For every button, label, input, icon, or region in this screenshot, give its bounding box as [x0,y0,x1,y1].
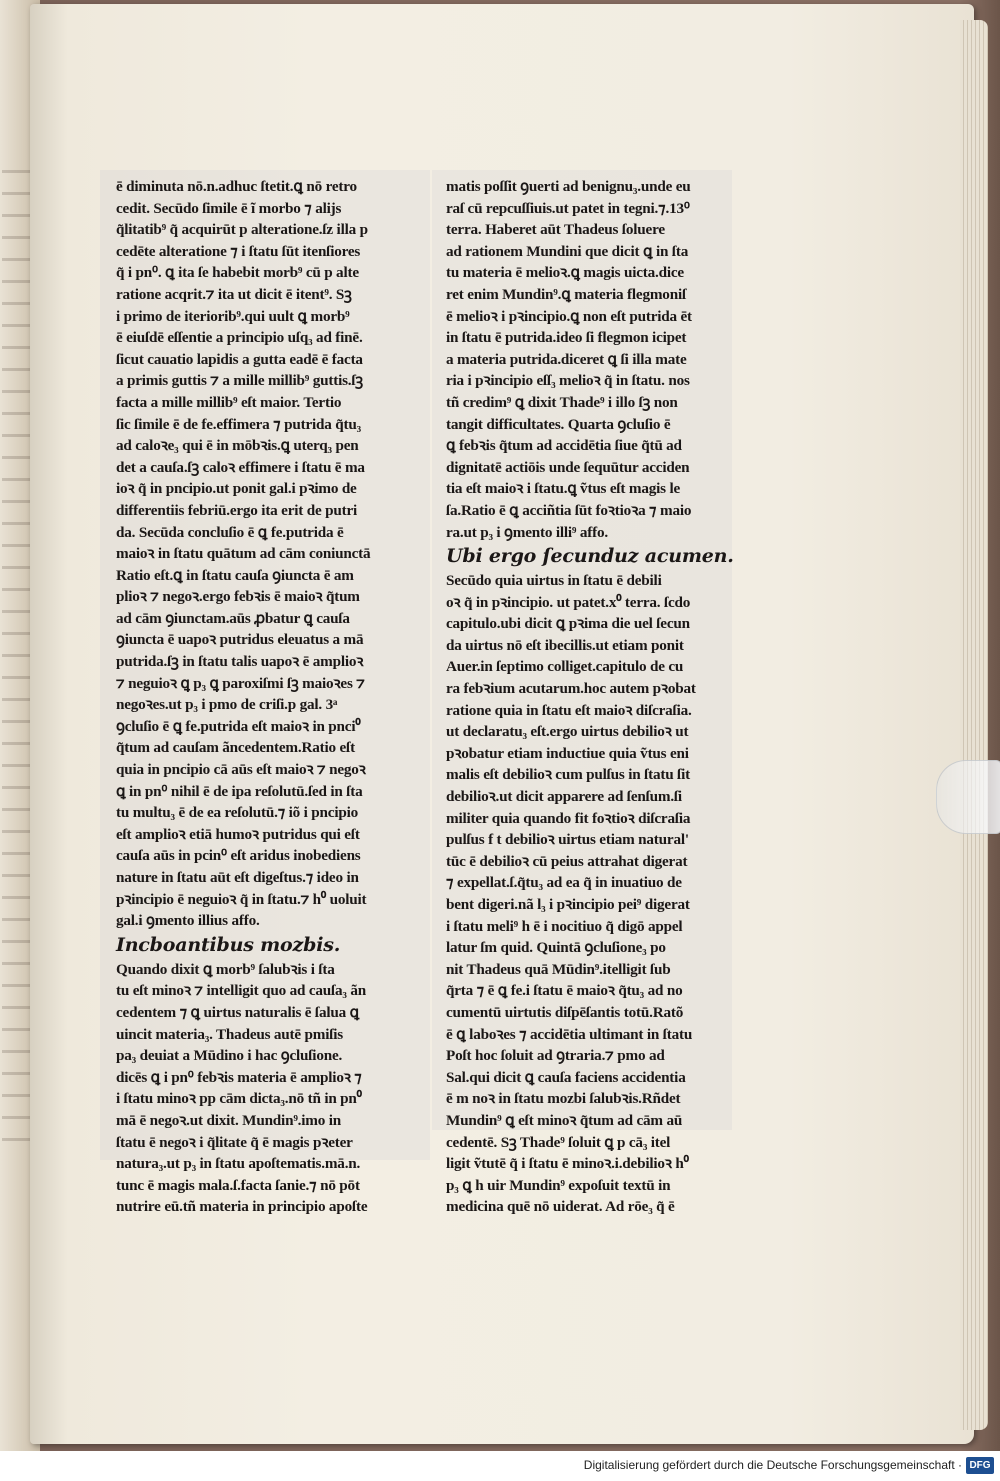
text-line: ligit ṽtutē q̃ i ſtatu ē minoꝛ.i.debilioꝛ h⁰ [446,1155,689,1173]
text-line: ⁊ neguioꝛ ꝗ p₃ ꝗ paroxiſmi ſꝫ maioꝛes ⁊ [116,674,365,692]
text-line: a materia putrida.diceret ꝗ ſi illa mate [446,350,687,368]
text-line: maioꝛ in ſtatu quātum ad cām coniunctā [116,545,371,563]
text-line: ret enim Mundin⁹.ꝗ materia flegmoniſ [446,285,686,303]
text-line: Mundin⁹ ꝗ eſt minoꝛ q̃tum ad cām aū [446,1111,683,1129]
text-line: in ſtatu ē putrida.ideo ſi flegmon icipet [446,329,687,347]
page-clip [936,760,1000,834]
text-line: ē diminuta nō.n.adhuc ſtetit.ꝗ nō retro [116,178,357,195]
text-line: i ſtatu meli⁹ h ē i nocitiuo q̃ digō appel [446,917,683,935]
text-line: Secūdo quia uirtus in ſtatu ē debili [446,572,662,590]
text-line: gal.i ꝯmento illius affo. [116,912,260,930]
right-text-column [446,176,738,1218]
text-line: Sal.qui dicit ꝗ cauſa faciens accidentia [446,1068,686,1086]
text-line: ad rationem Mundini que dicit ꝗ in ſta [446,242,689,260]
text-line: p₃ ꝗ h uir Mundin⁹ expoſuit textū in [446,1176,671,1194]
text-line: dignitatē actiōis unde ſequūtur acciden [446,458,690,476]
right-column-body-top [446,176,738,543]
text-line: ꝯcluſio ē ꝗ fe.putrida eſt maioꝛ in pnci⁰ [116,717,361,735]
text-line: medicina quē nō uiderat. Ad rōe₃ q̃ ē [446,1198,675,1216]
text-line: eſt amplioꝛ etiā humoꝛ putridus qui eſt [116,825,360,843]
text-line: ſtatu ē negoꝛ i q̃litate q̃ ē magis pꝛeter [116,1133,353,1151]
text-line: Auer.in ſeptimo colliget.capitulo de cu [446,658,684,676]
text-line: pꝛincipio ē neguioꝛ q̃ in ſtatu.⁊ h⁰ uoluit [116,890,367,908]
text-line: debilioꝛ.ut dicit apparere ad ſenſum.ſi [446,788,682,806]
text-line: latur ſm quid. Quintā ꝯcluſione₃ po [446,939,666,957]
text-line: ē melioꝛ i pꝛincipio.ꝗ non eſt putrida ēt [446,307,692,325]
text-line: q̃tum ad cauſam ãncedentem.Ratio eſt [116,739,355,757]
right-column-body-bottom [446,570,738,1218]
text-line: det a cauſa.ſꝫ caloꝛ effimere i ſtatu ē ma [116,458,365,476]
text-line: ꝗ in pn⁰ nihil ē de ipa reſolutū.ſed in ſta [116,782,363,800]
text-line: tangit difficultates. Quarta ꝯcluſio ē [446,415,671,433]
text-line: cedentem ⁊ ꝗ uirtus naturalis ē ſalua ꝗ [116,1003,360,1021]
text-line: tu eſt minoꝛ ⁊ intelligit quo ad cauſa₃ ãn [116,982,367,1000]
text-line: ut declaratu₃ eſt.ergo uirtus debilioꝛ ut [446,723,689,741]
text-line: facta a mille millib⁹ eſt maior. Tertio [116,393,342,411]
text-line: oꝛ q̃ in pꝛincipio. ut patet.x⁰ terra. ſcdo [446,593,691,611]
text-line: Ratio eſt.ꝗ in ſtatu cauſa ꝯiuncta ē am [116,566,354,584]
text-line: cumentū uirtutis diſpēſantis totū.Ratõ [446,1003,684,1021]
text-line: cauſa aūs in pcin⁰ eſt aridus inobediens [116,847,361,865]
text-line: q̃litatib⁹ q̃ acquirūt p alteratione.ſz illa p [116,221,368,239]
text-line: matis poſſit ꝯuerti ad benignu₃.unde eu [446,178,691,195]
left-column-body-top [116,176,408,932]
text-line: nature in ſtatu aūt eſt digeſtus.⁊ ideo in [116,869,359,886]
text-line: Poſt hoc ſoluit ad ꝯtraria.⁊ pmo ad [446,1047,665,1065]
text-line: tia eſt maioꝛ i ſtatu.ꝗ ṽtus eſt magis le [446,480,681,498]
digitization-footer [0,1451,1000,1481]
text-line: ē m noꝛ in ſtatu mozbi ſalubꝛis.Rñdet [446,1090,681,1108]
text-line: ad cām ꝯiunctam.aūs ꝓbatur ꝗ cauſa [116,609,350,627]
left-column-body-bottom [116,959,408,1218]
right-column-heading: Ubi ergo ſecunduz acumen. [446,545,734,568]
text-line: q̃rta ⁊ ē ꝗ fe.i ſtatu ē maioꝛ q̃tu₃ ad no [446,982,683,1000]
text-line: tu materia ē melioꝛ.ꝗ magis uicta.dice [446,264,684,282]
text-line: ioꝛ q̃ in pncipio.ut ponit gal.i pꝛimo de [116,480,357,498]
text-line: ⁊ expellat.ſ.q̃tu₃ ad ea q̃ in inuatiuo de [446,874,682,892]
text-line: pulſus f t debilioꝛ uirtus etiam natural' [446,831,689,849]
text-line: ratione acqrit.⁊ ita ut dicit ē itent⁹. Sꝫ [116,285,352,303]
text-line: a primis guttis ⁊ a mille millib⁹ guttis.ſꝫ [116,372,363,390]
text-line: ē ꝗ laboꝛes ⁊ accidētia ultimant in ſtatu [446,1025,693,1043]
left-text-column [116,176,408,1218]
text-line: q̃ i pn⁰. ꝗ ita ſe habebit morb⁹ cū p alte [116,264,359,282]
text-line: tunc ē magis mala.ſ.facta ſanie.⁊ nō pōt [116,1176,360,1194]
text-line: putrida.ſꝫ in ſtatu talis uapoꝛ ē amplioꝛ [116,653,364,671]
text-line: Quando dixit ꝗ morb⁹ ſalubꝛis i ſta [116,960,335,978]
text-line: pa₃ deuiat a Mūdino i hac ꝯcluſione. [116,1047,343,1065]
text-line: cedēte alteratione ⁊ i ſtatu ſūt itenſiores [116,242,361,260]
text-line: ꝯiuncta ē uapoꝛ putridus eleuatus a mā [116,631,364,649]
text-line: terra. Haberet aūt Thadeus ſoluere [446,221,665,239]
text-line: bent digeri.nã l₃ i pꝛincipio pei⁹ digerat [446,896,690,913]
text-line: ra febꝛium acutarum.hoc autem pꝛobat [446,680,696,698]
text-line: capitulo.ubi dicit ꝗ pꝛima die uel ſecun [446,615,690,633]
text-line: malis eſt debilioꝛ cum pulſus in ſtatu ſit [446,766,690,784]
text-line: cedentē. Sꝫ Thade⁹ ſoluit ꝗ p cā₃ itel [446,1133,671,1151]
text-line: tūc ē debilioꝛ cū peius attrahat digerat [446,852,688,870]
text-line: ſic ſimile ē de fe.effimera ⁊ putrida q̃tu₃ [116,415,361,433]
text-line: i ſtatu minoꝛ pp cām dicta₃.nō tñ in pn⁰ [116,1090,362,1108]
text-line: nutrire eū.tñ materia in principio apoſte [116,1198,368,1216]
text-line: dicēs ꝗ i pn⁰ febꝛis materia ē amplioꝛ ⁊ [116,1068,362,1086]
text-line: ꝗ febꝛis q̃tum ad accidētia ſiue q̃tū ad [446,437,682,455]
text-line: differentiis febriū.ergo ita erit de putri [116,501,358,519]
text-line: militer quia quando fit foꝛtioꝛ diſcraſia [446,809,691,827]
text-line: ria i pꝛincipio eſſ₃ melioꝛ q̃ in ſtatu. nos [446,372,690,390]
text-line: da uirtus nō eſt ibecillis.ut etiam ponit [446,636,684,654]
text-line: natura₃.ut p₃ in ſtatu apoſtematis.mā.n. [116,1155,361,1173]
text-line: i primo de iteriorib⁹.qui uult ꝗ morb⁹ [116,307,350,325]
left-column-heading: Incboantibus mozbis. [116,933,341,956]
text-line: uincit materia₃. Thadeus autē pmiſis [116,1025,344,1043]
text-line: raſ cū repcuſſiuis.ut patet in tegni.⁊.13⁰ [446,199,690,217]
facing-page-text-bleed [2,170,32,1150]
text-line: quia in pncipio cā aūs eſt maioꝛ ⁊ negoꝛ [116,761,366,779]
text-line: ratione quia in ſtatu eſt maioꝛ diſcraſia. [446,701,692,719]
page-stack-edge [960,20,988,1430]
text-line: ad caloꝛe₃ qui ē in mōbꝛis.ꝗ uterq₃ pen [116,437,359,455]
text-line: mā ē negoꝛ.ut dixit. Mundin⁹.imo in [116,1111,342,1129]
text-line: pꝛobatur etiam inductiue quia ṽtus eni [446,744,689,762]
text-line: cedit. Secūdo ſimile ē ĩ morbo ⁊ alijs [116,199,342,217]
text-line: nit Thadeus quā Mūdin⁹.itelligit ſub [446,960,671,978]
text-line: ſa.Ratio ē ꝗ acciñtia ſūt foꝛtioꝛa ⁊ maio [446,501,692,519]
text-line: negoꝛes.ut p₃ i pmo de criſi.p gal. 3ᵃ [116,696,338,714]
text-line: da. Secūda concluſio ē ꝗ fe.putrida ē [116,523,344,541]
text-line: tñ credim⁹ ꝗ dixit Thade⁹ i illo ſꝫ non [446,393,678,411]
footer-credit: Digitalisierung gefördert durch die Deutsche Forschungsgemeinschaft · [583,1458,962,1472]
text-line: plioꝛ ⁊ negoꝛ.ergo febꝛis ē maioꝛ q̃tum [116,588,360,606]
text-line: tu multu₃ ē de ea reſolutū.⁊ iõ i pncipio [116,804,359,822]
dfg-logo: DFG [966,1457,994,1474]
text-line: ē eiuſdē eſſentie a principio uſq₃ ad finē. [116,329,363,347]
text-line: ra.ut p₃ i ꝯmento illi⁹ affo. [446,523,608,541]
text-line: ſicut cauatio lapidis a gutta eadē ē facta [116,350,363,368]
